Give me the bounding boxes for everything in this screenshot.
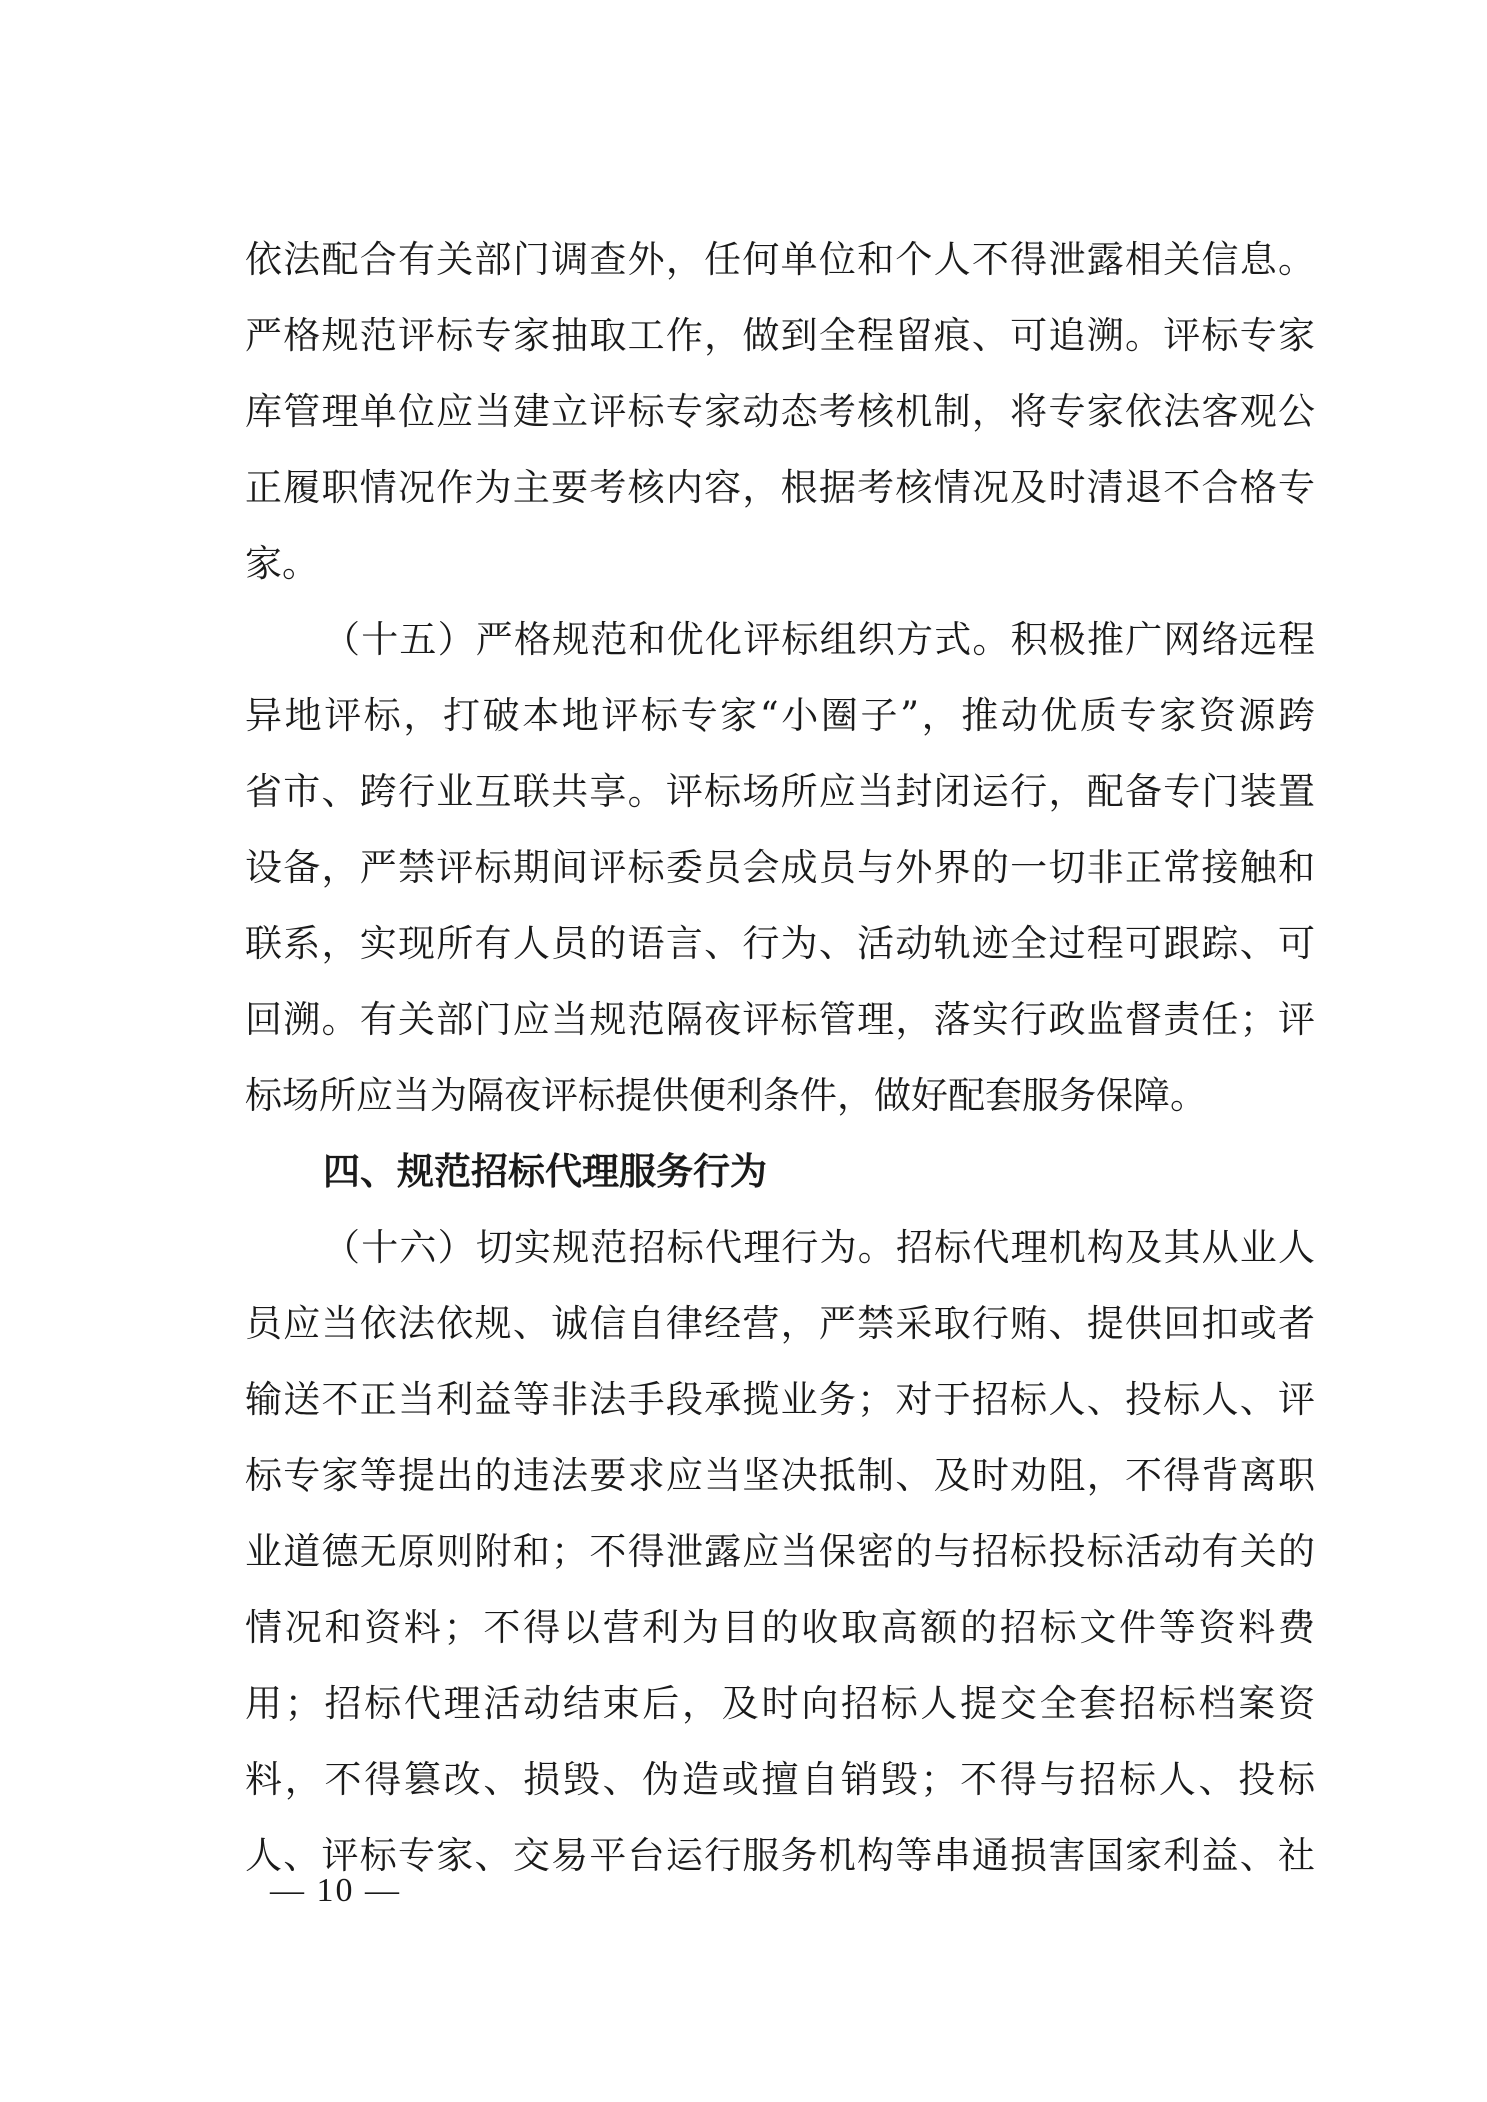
page-number: — 10 — — [270, 1872, 401, 1909]
text-line: 员应当依法依规、诚信自律经营，严禁采取行贿、提供回扣或者 — [245, 1302, 1315, 1345]
text-line: 库管理单位应当建立评标专家动态考核机制，将专家依法客观公 — [245, 390, 1315, 433]
text-line: 用；招标代理活动结束后，及时向招标人提交全套招标档案资 — [245, 1682, 1315, 1725]
document-body — [245, 222, 1315, 1894]
section-heading: 四、规范招标代理服务行为 — [323, 1150, 767, 1193]
text-line: 联系，实现所有人员的语言、行为、活动轨迹全过程可跟踪、可 — [245, 922, 1315, 965]
text-line: 正履职情况作为主要考核内容，根据考核情况及时清退不合格专 — [245, 466, 1315, 509]
text-line: 省市、跨行业互联共享。评标场所应当封闭运行，配备专门装置 — [245, 770, 1315, 813]
text-line: 设备，严禁评标期间评标委员会成员与外界的一切非正常接触和 — [245, 846, 1315, 889]
text-line: 人、评标专家、交易平台运行服务机构等串通损害国家利益、社 — [245, 1834, 1315, 1877]
text-line: 料，不得篡改、损毁、伪造或擅自销毁；不得与招标人、投标 — [245, 1758, 1315, 1801]
text-line: 异地评标，打破本地评标专家“小圈子”，推动优质专家资源跨 — [245, 694, 1315, 737]
text-line: （十五）严格规范和优化评标组织方式。积极推广网络远程 — [323, 618, 1315, 661]
text-line: 输送不正当利益等非法手段承揽业务；对于招标人、投标人、评 — [245, 1378, 1315, 1421]
text-line: （十六）切实规范招标代理行为。招标代理机构及其从业人 — [323, 1226, 1315, 1269]
text-line: 情况和资料；不得以营利为目的收取高额的招标文件等资料费 — [245, 1606, 1315, 1649]
text-line: 依法配合有关部门调查外，任何单位和个人不得泄露相关信息。 — [245, 238, 1315, 281]
text-line: 严格规范评标专家抽取工作，做到全程留痕、可追溯。评标专家 — [245, 314, 1315, 357]
text-line: 业道德无原则附和；不得泄露应当保密的与招标投标活动有关的 — [245, 1530, 1315, 1573]
text-line: 标专家等提出的违法要求应当坚决抵制、及时劝阻，不得背离职 — [245, 1454, 1315, 1497]
text-line: 标场所应当为隔夜评标提供便利条件，做好配套服务保障。 — [245, 1074, 1207, 1117]
text-line: 家。 — [245, 542, 319, 585]
text-line: 回溯。有关部门应当规范隔夜评标管理，落实行政监督责任；评 — [245, 998, 1315, 1041]
